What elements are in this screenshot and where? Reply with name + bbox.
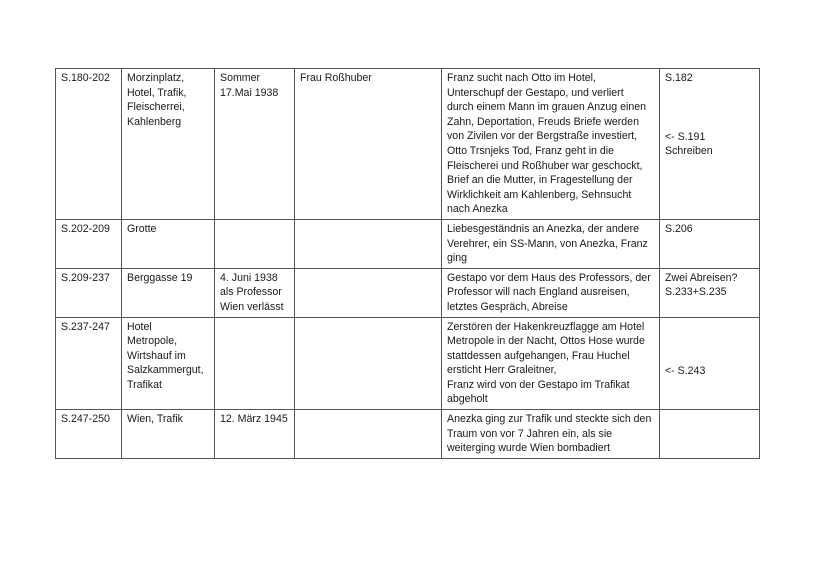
time-line: Sommer bbox=[220, 72, 261, 84]
cell-time bbox=[215, 268, 295, 317]
pages-text: S.209-237 bbox=[61, 271, 110, 284]
ref-line: S.233+S.235 bbox=[665, 286, 727, 299]
content-line: Franz sucht nach Otto im Hotel, bbox=[447, 72, 596, 84]
table-row bbox=[56, 219, 760, 268]
time-line: 12. März 1945 bbox=[220, 413, 288, 426]
ref-spacer bbox=[665, 320, 754, 364]
cell-time bbox=[215, 69, 295, 220]
cell-persons bbox=[295, 317, 442, 410]
place-line: Berggasse 19 bbox=[127, 271, 193, 284]
cell-places bbox=[122, 317, 215, 410]
cell-refs bbox=[660, 317, 760, 410]
cell-pages bbox=[56, 268, 122, 317]
table-row bbox=[56, 410, 760, 459]
time-line: 4. Juni 1938 bbox=[220, 271, 278, 284]
place-line: Kahlenberg bbox=[127, 115, 182, 128]
cell-persons bbox=[295, 268, 442, 317]
persons-text: Frau Roßhuber bbox=[300, 72, 372, 84]
content-line: letztes Gespräch, Abreise bbox=[447, 300, 568, 313]
ref-line: <- S.243 bbox=[665, 364, 706, 377]
time-line: als Professor bbox=[220, 286, 282, 299]
content-line: Otto Trsnjeks Tod, Franz geht in die bbox=[447, 144, 615, 157]
ref-line: Schreiben bbox=[665, 145, 713, 158]
table-row bbox=[56, 317, 760, 410]
content-line: weiterging wurde Wien bombadiert bbox=[447, 442, 611, 455]
cell-content bbox=[442, 219, 660, 268]
content-line: Anezka ging zur Trafik und steckte sich den bbox=[447, 413, 652, 426]
summary-table bbox=[55, 68, 760, 459]
cell-places bbox=[122, 410, 215, 459]
cell-refs bbox=[660, 69, 760, 220]
table-row bbox=[56, 69, 760, 220]
place-line: Wien, Trafik bbox=[127, 413, 183, 426]
cell-persons bbox=[295, 69, 442, 220]
content-line: Professor will nach England ausreisen, bbox=[447, 286, 630, 299]
content-line: ersticht Herr Graleitner, bbox=[447, 364, 557, 377]
cell-content bbox=[442, 317, 660, 410]
place-line: Fleischerrei, bbox=[127, 101, 185, 114]
cell-content bbox=[442, 268, 660, 317]
place-line: Grotte bbox=[127, 222, 157, 235]
content-line: Liebesgeständnis an Anezka, der andere bbox=[447, 222, 640, 235]
cell-pages bbox=[56, 69, 122, 220]
content-line: abgeholt bbox=[447, 393, 488, 406]
ref-line: S.182 bbox=[665, 72, 693, 84]
content-line: durch einem Mann im grauen Anzug einen bbox=[447, 101, 647, 114]
content-line: ging bbox=[447, 252, 468, 265]
cell-refs bbox=[660, 219, 760, 268]
time-line: Wien verlässt bbox=[220, 300, 284, 313]
cell-persons bbox=[295, 410, 442, 459]
cell-places bbox=[122, 219, 215, 268]
content-line: von Zivilen vor der Bergstraße investiert, bbox=[447, 130, 638, 143]
time-line: 17.Mai 1938 bbox=[220, 86, 279, 99]
cell-places bbox=[122, 69, 215, 220]
place-line: Hotel, Trafik, bbox=[127, 86, 187, 99]
cell-time bbox=[215, 219, 295, 268]
ref-line: <- S.191 bbox=[665, 130, 706, 143]
content-line: Fleischerei und Roßhuber war geschockt, bbox=[447, 159, 643, 172]
cell-time bbox=[215, 410, 295, 459]
content-line: Verehrer, ein SS-Mann, von Anezka, Franz bbox=[447, 237, 648, 250]
content-line: Metropole in der Nacht, Ottos Hose wurde bbox=[447, 335, 645, 348]
cell-content bbox=[442, 69, 660, 220]
content-line: Brief an die Mutter, in Fragestellung der bbox=[447, 174, 633, 187]
content-line: Zerstören der Hakenkreuzflagge am Hotel bbox=[447, 320, 645, 333]
content-line: Gestapo vor dem Haus des Professors, der bbox=[447, 271, 651, 284]
content-line: stattdessen aufgehangen, Frau Huchel bbox=[447, 349, 630, 362]
cell-time bbox=[215, 317, 295, 410]
pages-text: S.202-209 bbox=[61, 222, 110, 235]
cell-pages bbox=[56, 317, 122, 410]
cell-pages bbox=[56, 219, 122, 268]
place-line: Morzinplatz, bbox=[127, 72, 185, 84]
cell-refs bbox=[660, 410, 760, 459]
content-line: nach Anezka bbox=[447, 203, 508, 216]
place-line: Salzkammergut, bbox=[127, 364, 204, 377]
cell-pages bbox=[56, 410, 122, 459]
content-line: Unterschupf der Gestapo, und verliert bbox=[447, 86, 624, 99]
cell-refs bbox=[660, 268, 760, 317]
content-line: Traum von vor 7 Jahren ein, als sie bbox=[447, 427, 613, 440]
place-line: Trafikat bbox=[127, 378, 162, 391]
pages-text: S.237-247 bbox=[61, 320, 110, 333]
cell-persons bbox=[295, 219, 442, 268]
table-row bbox=[56, 268, 760, 317]
cell-places bbox=[122, 268, 215, 317]
ref-line: S.206 bbox=[665, 222, 693, 235]
pages-text: S.180-202 bbox=[61, 72, 110, 84]
content-line: Wirklichkeit am Kahlenberg, Sehnsucht bbox=[447, 188, 632, 201]
place-line: Metropole, bbox=[127, 335, 178, 348]
content-line: Zahn, Deportation, Freuds Briefe werden bbox=[447, 115, 639, 128]
place-line: Wirtshauf im bbox=[127, 349, 186, 362]
cell-content bbox=[442, 410, 660, 459]
place-line: Hotel bbox=[127, 320, 152, 333]
pages-text: S.247-250 bbox=[61, 413, 110, 426]
content-line: Franz wird von der Gestapo im Trafikat bbox=[447, 378, 630, 391]
ref-spacer bbox=[665, 86, 754, 130]
ref-line: Zwei Abreisen? bbox=[665, 271, 738, 284]
